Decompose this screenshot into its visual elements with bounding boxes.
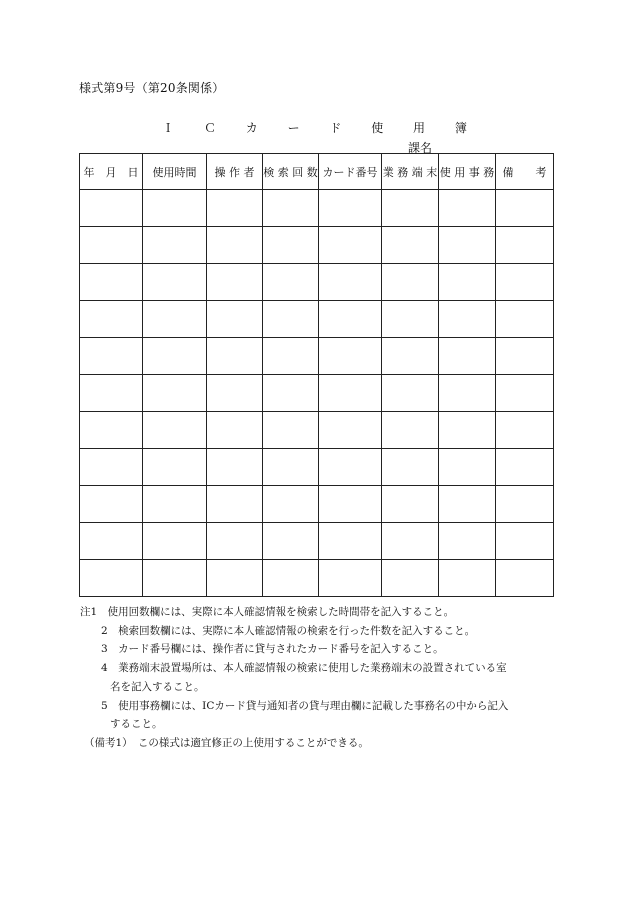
table-cell <box>263 560 319 597</box>
table-cell <box>207 338 263 375</box>
table-cell <box>207 190 263 227</box>
table-cell <box>207 412 263 449</box>
table-cell <box>143 227 207 264</box>
table-cell <box>263 301 319 338</box>
table-row <box>80 301 554 338</box>
table-cell <box>263 523 319 560</box>
table-cell <box>80 523 143 560</box>
table-cell <box>496 264 554 301</box>
table-cell <box>496 523 554 560</box>
table-cell <box>382 375 439 412</box>
table-cell <box>207 227 263 264</box>
table-header-row <box>80 154 554 190</box>
column-header: 操 作 者 <box>207 154 263 190</box>
table-cell <box>263 449 319 486</box>
table-cell <box>319 560 382 597</box>
table-cell <box>496 486 554 523</box>
table-cell <box>496 190 554 227</box>
table-cell <box>263 338 319 375</box>
table-cell <box>263 227 319 264</box>
table-cell <box>496 560 554 597</box>
table-cell <box>263 486 319 523</box>
table-row <box>80 560 554 597</box>
table-cell <box>319 486 382 523</box>
table-row <box>80 412 554 449</box>
table-cell <box>207 523 263 560</box>
table-cell <box>263 375 319 412</box>
table-cell <box>439 560 496 597</box>
table-cell <box>80 486 143 523</box>
table-cell <box>382 338 439 375</box>
table-cell <box>143 449 207 486</box>
table-cell <box>143 560 207 597</box>
department-label: 課名 <box>408 141 433 155</box>
table-row <box>80 338 554 375</box>
table-cell <box>80 560 143 597</box>
table-cell <box>319 190 382 227</box>
column-header: 使 用 事 務 <box>439 154 496 190</box>
table-cell <box>319 375 382 412</box>
table-cell <box>80 301 143 338</box>
table-cell <box>263 412 319 449</box>
note-4: 4 業務端末設置場所は、本人確認情報の検索に使用した業務端末の設置されている室 <box>101 662 507 675</box>
note-5: 5 使用事務欄には、ICカード貸与通知者の貸与理由欄に記載した事務名の中から記入 <box>101 699 509 712</box>
table-cell <box>319 449 382 486</box>
table-cell <box>80 375 143 412</box>
table-cell <box>263 190 319 227</box>
note-1: 注1 使用回数欄には、実際に本人確認情報を検索した時間帯を記入すること。 <box>80 606 455 618</box>
table-row <box>80 227 554 264</box>
table-cell <box>382 486 439 523</box>
table-cell <box>207 375 263 412</box>
table-cell <box>143 486 207 523</box>
table-cell <box>319 412 382 449</box>
table-cell <box>143 190 207 227</box>
table-cell <box>439 523 496 560</box>
table-cell <box>207 264 263 301</box>
table-cell <box>496 301 554 338</box>
table-row <box>80 449 554 486</box>
table-cell <box>319 301 382 338</box>
table-cell <box>496 412 554 449</box>
table-cell <box>207 486 263 523</box>
table-cell <box>80 449 143 486</box>
table-cell <box>80 190 143 227</box>
table-row <box>80 375 554 412</box>
table-cell <box>439 449 496 486</box>
table-cell <box>496 449 554 486</box>
table-cell <box>382 560 439 597</box>
notes-section <box>80 603 550 753</box>
table-cell <box>439 338 496 375</box>
table-cell <box>382 449 439 486</box>
table-cell <box>439 227 496 264</box>
table-cell <box>496 227 554 264</box>
table-cell <box>319 227 382 264</box>
table-cell <box>143 412 207 449</box>
column-header: 業 務 端 末 <box>382 154 439 190</box>
note-3: 3 カード番号欄には、操作者に貸与されたカード番号を記入すること。 <box>101 643 444 656</box>
table-cell <box>143 375 207 412</box>
note-2: 2 検索回数欄には、実際に本人確認情報の検索を行った件数を記入すること。 <box>101 624 476 637</box>
table-cell <box>382 523 439 560</box>
table-cell <box>143 264 207 301</box>
table-cell <box>382 190 439 227</box>
table-cell <box>439 412 496 449</box>
column-header: 年 月 日 <box>80 154 143 190</box>
table-cell <box>207 560 263 597</box>
table-cell <box>496 375 554 412</box>
table-cell <box>80 264 143 301</box>
ic-card-usage-table <box>79 153 554 597</box>
note-4-continued: 名を記入すること。 <box>110 680 205 693</box>
table-row <box>80 486 554 523</box>
table-cell <box>439 486 496 523</box>
table-cell <box>439 375 496 412</box>
table-cell <box>382 227 439 264</box>
table-cell <box>319 523 382 560</box>
table-cell <box>80 412 143 449</box>
table-cell <box>143 523 207 560</box>
form-number: 様式第9号（第20条関係） <box>79 81 225 95</box>
table-cell <box>207 449 263 486</box>
table-cell <box>382 301 439 338</box>
table-cell <box>382 412 439 449</box>
table-row <box>80 190 554 227</box>
table-cell <box>207 301 263 338</box>
column-header: 使用時間 <box>143 154 207 190</box>
table-cell <box>263 264 319 301</box>
table-cell <box>143 301 207 338</box>
column-header: カード番号 <box>319 154 382 190</box>
table-cell <box>80 338 143 375</box>
document-title: Ｉ Ｃ カ ー ド 使 用 簿 <box>162 121 480 135</box>
table-cell <box>439 264 496 301</box>
table-cell <box>439 190 496 227</box>
column-header: 備 考 <box>496 154 554 190</box>
note-5-continued: すること。 <box>110 718 163 731</box>
table-row <box>80 264 554 301</box>
table-cell <box>319 264 382 301</box>
table-cell <box>382 264 439 301</box>
table-cell <box>80 227 143 264</box>
table-cell <box>496 338 554 375</box>
remark-1: （備考1） この様式は適宜修正の上使用することができる。 <box>84 736 369 749</box>
table-cell <box>439 301 496 338</box>
table-row <box>80 523 554 560</box>
column-header: 検 索 回 数 <box>263 154 319 190</box>
table-cell <box>319 338 382 375</box>
table-cell <box>143 338 207 375</box>
